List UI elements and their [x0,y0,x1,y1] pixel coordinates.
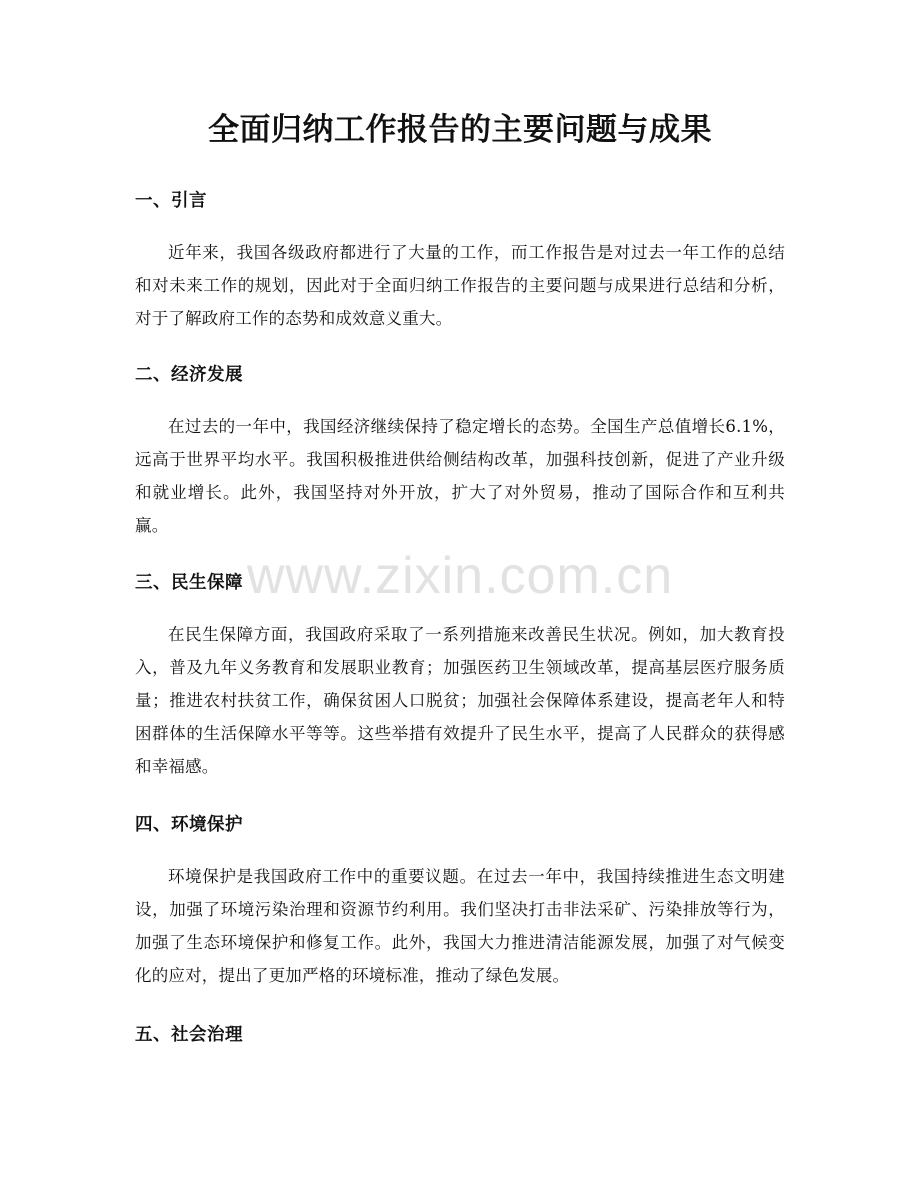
section-heading: 二、经济发展 [135,365,243,385]
section-heading: 四、环境保护 [135,815,243,835]
section-paragraph: 近年来，我国各级政府都进行了大量的工作，而工作报告是对过去一年工作的总结和对未来工作的规划，因此对于全面归纳工作报告的主要问题与成果进行总结和分析，对于了解政府工作的态势和成效意义重大。 [135,243,785,328]
section-heading: 一、引言 [135,191,207,211]
section-economic-development [135,362,785,542]
section-livelihood [135,570,785,783]
section-heading: 五、社会治理 [135,1025,243,1045]
page-title: 全面归纳工作报告的主要问题与成果 [208,112,712,148]
section-paragraph: 在过去的一年中，我国经济继续保持了稳定增长的态势。全国生产总值增长6.1%，远高于世界平均水平。我国积极推进供给侧结构改革，加强科技创新，促进了产业升级和就业增长。此外，我国坚持对外开放，扩大了对外贸易，推动了国际合作和互利共赢。 [135,417,785,535]
section-heading: 三、民生保障 [135,573,243,593]
section-introduction [135,188,785,335]
section-paragraph: 在民生保障方面，我国政府采取了一系列措施来改善民生状况。例如，加大教育投入，普及九年义务教育和发展职业教育；加强医药卫生领域改革，提高基层医疗服务质量；推进农村扶贫工作，确保贫困人口脱贫；加强社会保障体系建设，提高老年人和特困群体的生活保障水平等等。这些举措有效提升了民生水平，提高了人民群众的获得感和幸福感。 [135,625,785,776]
section-paragraph: 环境保护是我国政府工作中的重要议题。在过去一年中，我国持续推进生态文明建设，加强了环境污染治理和资源节约利用。我们坚决打击非法采矿、污染排放等行为，加强了生态环境保护和修复工作。此外，我国大力推进清洁能源发展，加强了对气候变化的应对，提出了更加严格的环境标准，推动了绿色发展。 [135,867,785,985]
watermark: www.zixin.com.cn [246,547,674,605]
section-environment [135,812,785,992]
section-social-governance [135,1022,785,1048]
